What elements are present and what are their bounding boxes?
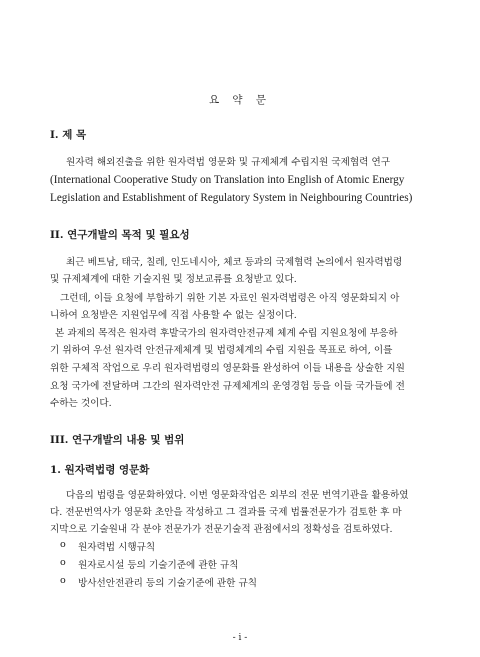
bullet-item: 원자력법 시행규칙 <box>78 542 156 553</box>
paragraph-line: 위한 구체적 작업으로 우리 원자력법령의 영문화를 완성하여 이들 내용을 상술한 지원 <box>50 363 405 374</box>
title-english-line-2: Legislation and Establishment of Regulatory System in Neighbouring Countries) <box>50 192 413 204</box>
title-korean: 원자력 해외진출을 위한 원자력법 영문화 및 규제체계 수립지원 국제협력 연구 <box>66 157 391 168</box>
paragraph-line: 다음의 법령을 영문화하였다. 이번 영문화작업은 외부의 전문 번역기관을 활용하였 <box>66 490 409 501</box>
section-1-heading: I. 제 목 <box>50 129 87 141</box>
title-english-line-1: (International Cooperative Study on Translation into English of Atomic Energy <box>50 174 405 186</box>
paragraph-line: 기 위하여 우선 원자력 안전규제체계 및 법령체계의 수립 지원을 목표로 하여, 이를 <box>50 345 393 356</box>
paragraph-line: 수하는 것이다. <box>50 398 112 409</box>
paragraph-line: 최근 베트남, 태국, 칠레, 인도네시아, 체코 등과의 국제협력 논의에서 원자력법령 <box>66 257 403 268</box>
section-3-heading: III. 연구개발의 내용 및 범위 <box>50 434 185 446</box>
paragraph-line: 니하여 요청받은 지원업무에 직접 사용할 수 없는 실정이다. <box>50 310 297 321</box>
page-number: - i - <box>232 633 248 643</box>
section-2-heading: II. 연구개발의 목적 및 필요성 <box>50 229 190 241</box>
paragraph-line: 지막으로 기술원내 각 분야 전문가가 전문기술적 관점에서의 정확성을 검토하였다. <box>50 524 393 535</box>
paragraph-line: 요청 국가에 전달하며 그간의 원자력안전 규제체계의 운영경험 등을 이들 국가들에 전 <box>50 381 405 392</box>
bullet-marker: o <box>60 557 66 568</box>
paragraph-line: 다. 전문번역사가 영문화 초안을 작성하고 그 결과를 국제 법률전문가가 검토한 후 마 <box>50 507 402 518</box>
paragraph-line: 및 규제체계에 대한 기술지원 및 정보교류를 요청받고 있다. <box>50 274 297 285</box>
bullet-item: 방사선안전관리 등의 기술기준에 관한 규칙 <box>78 578 258 589</box>
subsection-heading: 1. 원자력법령 영문화 <box>50 464 150 476</box>
bullet-marker: o <box>60 539 66 550</box>
bullet-item: 원자로시설 등의 기술기준에 관한 규칙 <box>78 560 239 571</box>
page-title: 요 약 문 <box>208 94 272 106</box>
paragraph-line: 그런데, 이들 요청에 부합하기 위한 기본 자료인 원자력법령은 아직 영문화되지 아 <box>60 293 400 304</box>
paragraph-line: 본 과제의 목적은 원자력 후발국가의 원자력안전규제 체계 수립 지원요청에 부응하 <box>55 328 398 339</box>
bullet-marker: o <box>60 575 66 586</box>
